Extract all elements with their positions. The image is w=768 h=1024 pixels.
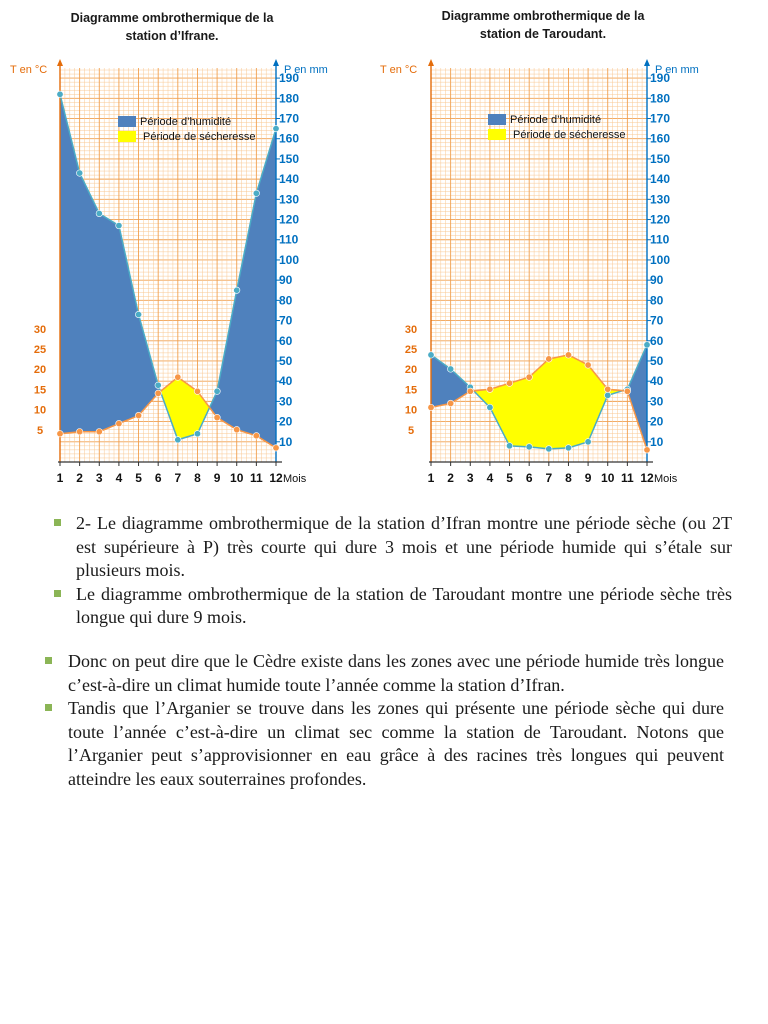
chart-title: station de Taroudant.: [479, 27, 607, 41]
month-tick-label: 9: [584, 471, 592, 485]
precipitation-point: [546, 446, 552, 452]
temperature-point: [565, 352, 571, 358]
precipitation-tick-label: 170: [650, 111, 671, 126]
precipitation-tick-label: 100: [650, 252, 671, 267]
precipitation-point: [506, 443, 512, 449]
month-tick-label: 6: [154, 471, 162, 485]
month-tick-label: 4: [486, 471, 494, 485]
precipitation-tick-label: 150: [650, 151, 671, 166]
month-tick-label: 5: [506, 471, 513, 485]
precipitation-point: [428, 352, 434, 358]
precipitation-tick-label: 120: [650, 212, 671, 227]
precipitation-axis-label: P en mm: [655, 64, 699, 76]
text-block-conclusion: [44, 650, 724, 791]
legend: [488, 114, 626, 141]
chart-taroudant: [380, 9, 699, 485]
precipitation-point: [155, 382, 161, 388]
legend-swatch-dry: [488, 129, 506, 140]
temperature-tick-label: 10: [404, 404, 418, 417]
precipitation-tick-label: 80: [279, 293, 293, 308]
temperature-point: [96, 428, 102, 434]
temperature-point: [273, 445, 279, 451]
precipitation-tick-label: 90: [279, 273, 293, 288]
precipitation-tick-label: 60: [279, 333, 293, 348]
precipitation-tick-label: 110: [650, 232, 670, 247]
precipitation-tick-label: 120: [279, 212, 300, 227]
precipitation-point: [487, 404, 493, 410]
precipitation-tick-label: 30: [279, 394, 293, 409]
month-tick-label: 10: [230, 471, 244, 485]
temperature-point: [253, 433, 259, 439]
precipitation-axis-arrow-icon: [644, 59, 650, 66]
bullet-icon: [54, 590, 61, 597]
month-tick-label: 2: [76, 471, 83, 485]
legend-label-humid: Période d’humidité: [140, 116, 232, 128]
temperature-tick-label: 20: [33, 364, 47, 377]
temperature-tick-label: 20: [404, 364, 418, 377]
precipitation-axis-label: P en mm: [284, 64, 328, 76]
temperature-tick-label: 5: [36, 424, 44, 437]
legend-label-humid: Période d’humidité: [510, 114, 602, 126]
bullet-arganier: [44, 697, 724, 791]
month-axis-label: Mois: [654, 473, 678, 485]
temperature-point: [546, 356, 552, 362]
temperature-point: [234, 426, 240, 432]
month-tick-label: 3: [95, 471, 103, 485]
precipitation-point: [57, 91, 63, 97]
temperature-tick-label: 30: [33, 323, 47, 336]
temperature-point: [605, 386, 611, 392]
paragraph-ifran: 2- Le diagramme ombrothermique de la station d’Ifran montre une période sèche (ou 2T est supérieure à P) très courte qui dure 3 mois et une période humide qui s’étale sur plusieurs mois.: [76, 513, 732, 580]
temperature-tick-label: 15: [33, 384, 47, 397]
month-tick-label: 7: [174, 471, 182, 485]
legend-label-dry: Période de sécheresse: [143, 131, 256, 143]
bullet-cedre: [44, 650, 724, 697]
temperature-point: [467, 388, 473, 394]
precipitation-tick-label: 130: [650, 192, 671, 207]
precipitation-point: [135, 311, 141, 317]
temperature-tick-label: 15: [404, 384, 418, 397]
precipitation-point: [96, 210, 102, 216]
precipitation-tick-label: 160: [650, 131, 671, 146]
month-tick-label: 3: [466, 471, 474, 485]
precipitation-tick-label: 20: [650, 414, 664, 429]
legend-label-dry: Période de sécheresse: [513, 129, 626, 141]
temperature-point: [585, 362, 591, 368]
temperature-tick-label: 25: [404, 343, 418, 356]
precipitation-point: [273, 125, 279, 131]
bullet-icon: [45, 657, 52, 664]
precipitation-point: [194, 431, 200, 437]
month-tick-label: 11: [621, 471, 634, 485]
month-tick-label: 9: [213, 471, 221, 485]
temperature-point: [175, 374, 181, 380]
precipitation-tick-label: 70: [279, 313, 293, 328]
temperature-tick-label: 5: [407, 424, 415, 437]
precipitation-tick-label: 90: [650, 273, 664, 288]
precipitation-point: [526, 444, 532, 450]
paragraph-taroudant: Le diagramme ombrothermique de la station de Taroudant montre une période sèche très longue qui dure 9 mois.: [76, 583, 732, 627]
precipitation-tick-label: 160: [279, 131, 300, 146]
month-tick-label: 5: [135, 471, 142, 485]
precipitation-axis-arrow-icon: [273, 59, 279, 66]
month-tick-label: 6: [525, 471, 533, 485]
precipitation-tick-label: 50: [650, 353, 664, 368]
precipitation-tick-label: 150: [279, 151, 300, 166]
precipitation-tick-label: 70: [650, 313, 664, 328]
precipitation-tick-label: 190: [650, 71, 671, 86]
temperature-point: [194, 388, 200, 394]
precipitation-tick-label: 80: [650, 293, 664, 308]
paragraph-cedre: Donc on peut dire que le Cèdre existe dans les zones avec une période humide très longue c’est-à-dire un climat humide toute l’année comme la station d’Ifran.: [68, 651, 724, 695]
precipitation-tick-label: 180: [279, 91, 300, 106]
precipitation-tick-label: 10: [279, 434, 293, 449]
chart-title: Diagramme ombrothermique de la: [70, 11, 274, 25]
month-tick-label: 11: [250, 471, 263, 485]
temperature-point: [447, 400, 453, 406]
precipitation-tick-label: 110: [279, 232, 299, 247]
temperature-axis-arrow-icon: [428, 59, 434, 66]
precipitation-point: [565, 445, 571, 451]
precipitation-point: [214, 388, 220, 394]
precipitation-point: [234, 287, 240, 293]
temperature-point: [116, 420, 122, 426]
month-axis-label: Mois: [283, 473, 307, 485]
temperature-point: [57, 431, 63, 437]
month-tick-label: 2: [447, 471, 454, 485]
legend-swatch-humid: [488, 114, 506, 125]
precipitation-tick-label: 180: [650, 91, 671, 106]
precipitation-tick-label: 140: [279, 172, 300, 187]
temperature-point: [155, 390, 161, 396]
temperature-tick-label: 25: [33, 343, 47, 356]
precipitation-point: [116, 222, 122, 228]
temperature-point: [526, 374, 532, 380]
month-tick-label: 1: [56, 471, 64, 485]
temperature-tick-label: 10: [33, 404, 47, 417]
temperature-point: [506, 380, 512, 386]
precipitation-tick-label: 170: [279, 111, 300, 126]
text-block-analysis: [50, 512, 732, 630]
month-tick-label: 4: [115, 471, 123, 485]
temperature-point: [214, 414, 220, 420]
paragraph-arganier: Tandis que l’Arganier se trouve dans les zones qui présente une période sèche qui dure toute l’année c’est-à-dire un climat sec comme la station de Taroudant. Notons que l’Arganier peut s’approvisionner en eau grâce à des racines très longues qui peuvent atteindre les eaux souterraines profondes.: [68, 698, 724, 789]
precipitation-tick-label: 40: [650, 374, 664, 389]
temperature-axis-label: T en °C: [380, 64, 418, 76]
precipitation-tick-label: 130: [279, 192, 300, 207]
precipitation-point: [585, 439, 591, 445]
temperature-axis-arrow-icon: [57, 59, 63, 66]
precipitation-tick-label: 140: [650, 172, 671, 187]
month-tick-label: 7: [545, 471, 553, 485]
temperature-point: [624, 388, 630, 394]
precipitation-tick-label: 100: [279, 252, 300, 267]
precipitation-point: [644, 342, 650, 348]
month-tick-label: 8: [565, 471, 572, 485]
chart-ifrane: [10, 11, 328, 485]
precipitation-tick-label: 40: [279, 374, 293, 389]
temperature-point: [76, 428, 82, 434]
chart-title: Diagramme ombrothermique de la: [441, 9, 645, 23]
temperature-tick-label: 30: [404, 323, 418, 336]
temperature-point: [135, 412, 141, 418]
month-tick-label: 8: [194, 471, 201, 485]
temperature-point: [644, 447, 650, 453]
month-tick-label: 12: [640, 471, 654, 485]
precipitation-tick-label: 60: [650, 333, 664, 348]
precipitation-tick-label: 50: [279, 353, 293, 368]
chart-title: station d’Ifrane.: [125, 29, 219, 43]
bullet-taroudant: [50, 583, 732, 630]
legend-swatch-humid: [118, 116, 136, 127]
temperature-point: [487, 386, 493, 392]
legend-swatch-dry: [118, 131, 136, 142]
precipitation-tick-label: 190: [279, 71, 300, 86]
bullet-ifran: [50, 512, 732, 583]
temperature-axis-label: T en °C: [10, 64, 48, 76]
month-tick-label: 12: [269, 471, 283, 485]
precipitation-point: [605, 392, 611, 398]
precipitation-tick-label: 20: [279, 414, 293, 429]
bullet-icon: [54, 519, 61, 526]
precipitation-tick-label: 30: [650, 394, 664, 409]
precipitation-point: [447, 366, 453, 372]
precipitation-point: [76, 170, 82, 176]
precipitation-point: [175, 437, 181, 443]
precipitation-tick-label: 10: [650, 434, 664, 449]
temperature-point: [428, 404, 434, 410]
precipitation-point: [253, 190, 259, 196]
charts-area: [0, 0, 768, 500]
bullet-icon: [45, 704, 52, 711]
month-tick-label: 10: [601, 471, 615, 485]
month-tick-label: 1: [427, 471, 435, 485]
